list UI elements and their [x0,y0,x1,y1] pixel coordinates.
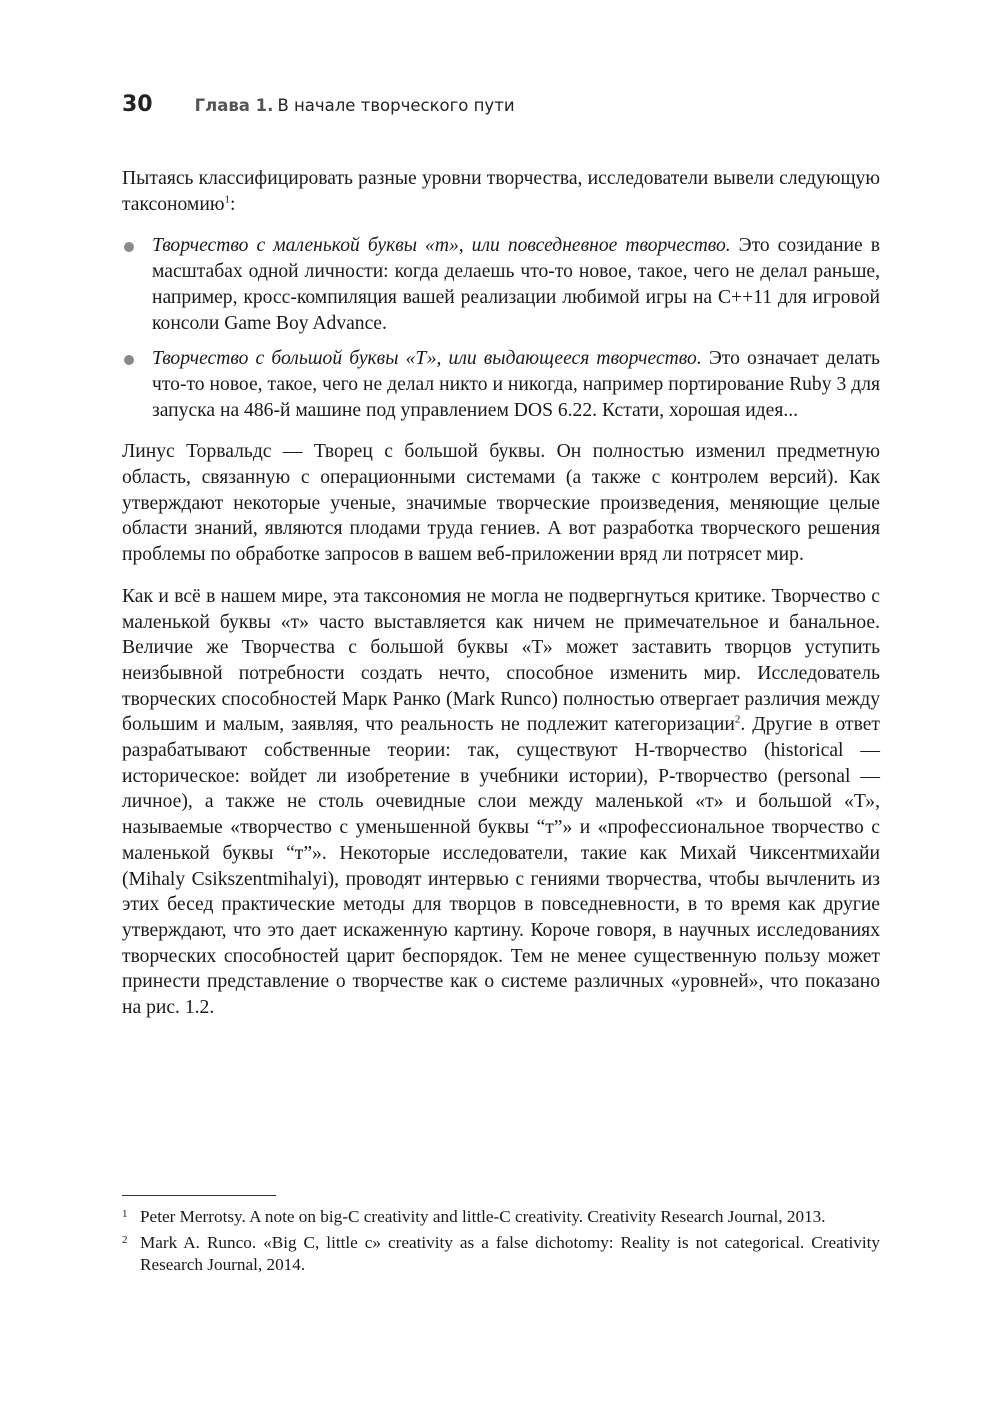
footnote-1 [122,1206,880,1229]
body-text [122,166,880,1037]
intro-paragraph [122,166,880,217]
taxonomy-list [122,233,880,423]
taxonomy-text: Это означает делать что-то новое, такое, чего не делал никто и никогда, например портирование Ruby 3 для запуска на 486-й машине под управлением DOS 6.22. Кстати, хорошая идея... [152,348,880,421]
footnote-divider [122,1195,276,1196]
taxonomy-item-little-c [122,233,880,336]
footnote-text: Mark A. Runco. «Big C, little c» creativity as a false dichotomy: Reality is not categorical. Creativity Research Journal, 2014. [140,1232,880,1274]
bullet-icon [124,242,134,252]
chapter-label: Глава 1. [194,96,274,115]
chapter-title: В начале творческого пути [277,96,515,115]
footnotes [122,1195,880,1280]
taxonomy-term: Творчество с большой буквы «Т», или выдающееся творчество. [152,348,702,370]
critique-text-part-2: . Другие в ответ разрабатывают собственные теории: так, существуют H-творчество (historical — историческое: войдет ли изобретение в учебники истории), P-творчество (personal — личное), а также не столь очевидные слои между маленькой «т» и большой «Т», называемые «творчество с уменьшенной буквы “т”» и «профессиональное творчество с маленькой буквы “т”». Некоторые исследователи, такие как Михай Чиксентмихайи (Mihaly Csikszentmihalyi), проводят интервью с гениями творчества, чтобы вычленить из этих бесед практические методы для творцов в повседневности, в то время как другие утверждают, что это дает искаженную картину. Короче говоря, в научных исследованиях творческих способностей царит беспорядок. Тем не менее существенную пользу может принести представление о творчестве как о системе различных «уровней», что показано на рис. 1.2. [122,714,880,1019]
page-number: 30 [122,92,153,117]
footnote-mark: 1 [122,1208,128,1220]
bullet-icon [124,355,134,365]
paragraph-critique [122,584,880,1021]
intro-tail: : [229,193,236,215]
footnote-mark: 2 [122,1233,128,1246]
paragraph-torvalds: Линус Торвальдс — Творец с большой буквы. Он полностью изменил предметную область, связанную с операционными системами (а также с контролем версий). Как утверждают некоторые ученые, значимые творческие произведения, меняющие целые области знаний, являются плодами труда гениев. А вот разработка творческого решения проблемы по обработке запросов в вашем веб-приложении вряд ли потрясет мир. [122,441,880,566]
taxonomy-term: Творчество с маленькой буквы «т», или повседневное творчество. [152,235,731,257]
taxonomy-item-big-c [122,346,880,423]
intro-text: Пытаясь классифицировать разные уровни творчества, исследователи вывели следующую таксономию [122,168,880,215]
footnote-ref-2: 2 [734,713,741,726]
taxonomy-text: Это созидание в масштабах одной личности: когда делаешь что-то новое, такое, чего не делал раньше, например, кросс-компиляция вашей реализации любимой игры на C++11 для игровой консоли Game Boy Advance. [152,235,880,334]
footnote-2 [122,1232,880,1277]
footnote-ref-1: 1 [224,193,230,206]
critique-text-part-1: Как и всё в нашем мире, эта таксономия не могла не подвергнуться критике. Творчество с маленькой буквы «т» часто выставляется как ничем не примечательное и банальное. Величие же Творчества с большой буквы «Т» может заставить творцов уступить неизбывной потребности создать нечто, способное изменить мир. Исследователь творческих способностей Марк Ранко (Mark Runco) полностью отвергает различия между большим и малым, заявляя, что реальность не подлежит категоризации [122,585,880,736]
running-head [122,92,880,122]
footnote-text: Peter Merrotsy. A note on big-C creativity and little-C creativity. Creativity Research Journal, 2013. [140,1207,826,1226]
